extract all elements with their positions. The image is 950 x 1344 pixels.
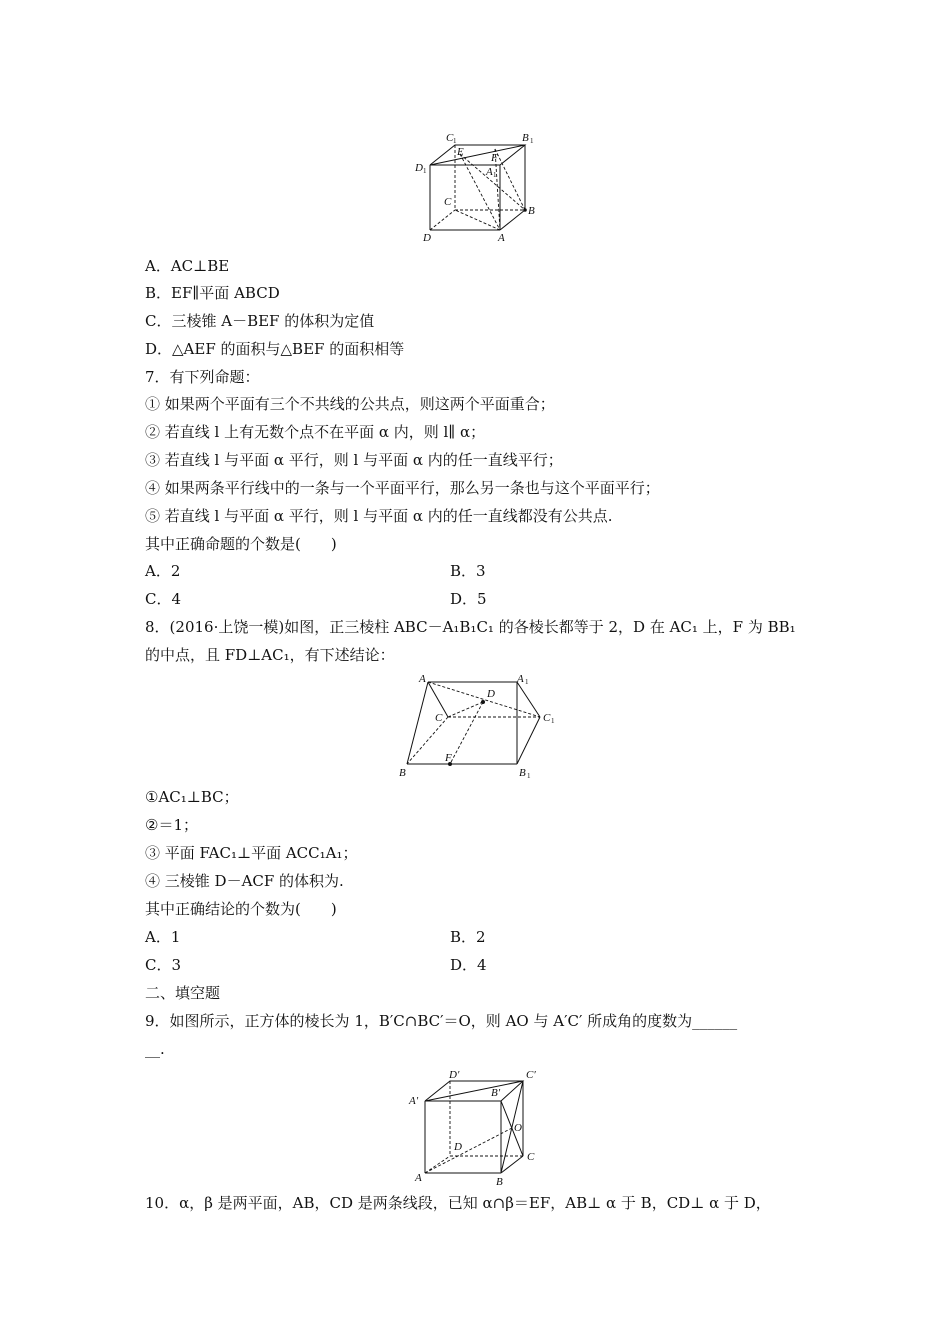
q8-option-b: B．2 [450,928,486,946]
label-C: C [444,196,452,208]
q6-option-b: B．EF∥平面 ABCD [145,284,280,302]
q9-stem-line1: 9．如图所示，正方体的棱长为 1，B′C∩BC′＝O，则 AO 与 A′C′ 所成角的度数为______ [145,1012,738,1030]
q9-stem-line2: __. [145,1040,165,1058]
q7-option-c: C．4 [145,590,182,608]
q6-option-c: C．三棱锥 A－BEF 的体积为定值 [145,312,375,330]
label-B1: B [519,767,526,779]
q7-option-d: D．5 [450,590,487,608]
q8-stem-line1: 8．(2016·上饶一模)如图，正三棱柱 ABC－A₁B₁C₁ 的各棱长都等于 2，D 在 AC₁ 上，F 为 BB₁ [145,618,796,636]
label-D1: D [415,162,423,174]
label-A1-sub: 1 [525,678,529,686]
label-D: D [454,1141,462,1153]
label-D-prime: D′ [449,1069,460,1081]
q10-stem: 10．α，β 是两平面，AB，CD 是两条线段，已知 α∩β＝EF，AB⊥ α 于 B，CD⊥ α 于 D， [145,1194,771,1212]
q8-item-1: ①AC₁⊥BC； [145,788,239,806]
q8-option-c: C．3 [145,956,182,974]
q7-stem: 7．有下列命题： [145,368,260,386]
label-C: C [527,1151,535,1163]
label-C1: C [543,712,551,724]
q6-option-d: D．△AEF 的面积与△BEF 的面积相等 [145,340,405,358]
label-D: D [423,232,431,244]
label-B1: B [522,132,529,144]
label-D: D [487,688,495,700]
q8-item-4: ④ 三棱锥 D－ACF 的体积为. [145,872,344,890]
label-A: A [498,232,505,244]
label-B: B [496,1176,503,1188]
q7-item-2: ② 若直线 l 上有无数个点不在平面 α 内，则 l∥ α； [145,423,486,441]
q8-item-2: ②＝1； [145,816,198,834]
q7-item-1: ① 如果两个平面有三个不共线的公共点，则这两个平面重合； [145,395,555,413]
q8-option-a: A．1 [145,928,181,946]
q8-item-3: ③ 平面 FAC₁⊥平面 ACC₁A₁； [145,844,358,862]
q7-option-b: B．3 [450,562,486,580]
label-B1-sub: 1 [527,772,531,780]
label-B: B [528,205,535,217]
label-C1-sub: 1 [551,717,555,725]
q7-question: 其中正确命题的个数是( ) [145,535,337,553]
label-A-prime: A′ [409,1095,419,1107]
label-C-prime: C′ [526,1069,536,1081]
section-heading-fill-blank: 二、填空题 [145,984,221,1002]
label-A: A [419,673,426,685]
q7-option-a: A．2 [145,562,181,580]
q7-item-3: ③ 若直线 l 与平面 α 平行，则 l 与平面 α 内的任一直线平行； [145,451,563,469]
label-D1-sub: 1 [423,167,427,175]
label-F: F [491,152,498,164]
label-E: E [457,146,464,158]
label-C1-sub: 1 [453,137,457,145]
label-O: O [514,1122,522,1134]
cube-figure-q6 [410,125,540,245]
label-B: B [399,767,406,779]
q7-item-5: ⑤ 若直线 l 与平面 α 平行，则 l 与平面 α 内的任一直线都没有公共点. [145,507,613,525]
label-A: A [415,1172,422,1184]
label-A1-sub: 1 [493,171,497,179]
label-B1-sub: 1 [530,137,534,145]
label-F: F [445,752,452,764]
cube-figure-q9 [405,1068,550,1188]
q7-item-4: ④ 如果两条平行线中的一条与一个平面平行，那么另一条也与这个平面平行； [145,479,660,497]
q8-option-d: D．4 [450,956,487,974]
q8-stem-line2: 的中点，且 FD⊥AC₁，有下述结论： [145,646,395,664]
q8-question: 其中正确结论的个数为( ) [145,900,337,918]
label-B-prime: B′ [491,1087,501,1099]
label-A1: A [486,166,493,178]
label-C: C [435,712,443,724]
prism-figure-q8 [395,672,575,782]
q6-option-a: A．AC⊥BE [145,257,230,275]
label-C1: C [446,132,454,144]
label-A1: A [517,673,524,685]
